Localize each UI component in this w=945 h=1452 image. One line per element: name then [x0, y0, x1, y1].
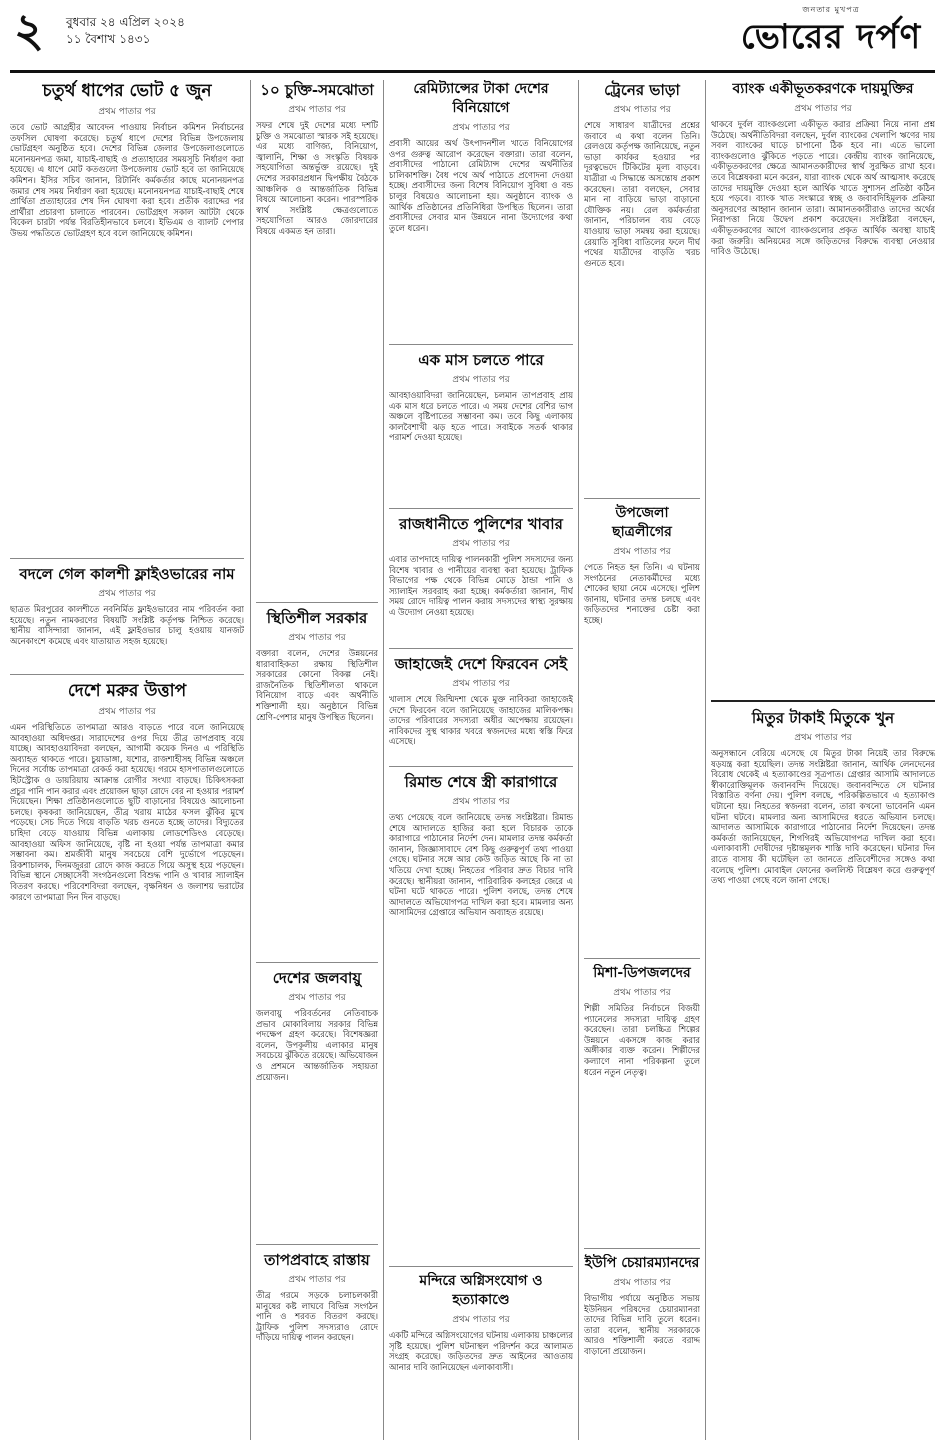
story-headline: ব্যাংক একীভূতকরণকে দায়মুক্তির	[732, 81, 914, 97]
story-body: প্রবাসী আয়ের অর্থ উৎপাদনশীল খাতে বিনিয়োগের ওপর গুরুত্ব আরোপ করেছেন বক্তারা। তারা বলেন, প্রবাসীদের পাঠানো রেমিট্যান্স দেশের অর্থনীতির চালিকাশক্তি। বৈধ পথে অর্থ পাঠাতে প্রণোদনা দেওয়া হচ্ছে। প্রবাসীদের জন্য বিশেষ বিনিয়োগ সুবিধা ও বন্ড চালুর বিষয়েও আলোচনা হয়। অনুষ্ঠানে ব্যাংক ও আর্থিক প্রতিষ্ঠানের প্রতিনিধিরা উপস্থিত ছিলেন। তারা প্রবাসীদের সেবার মান উন্নয়নে নানা উদ্যোগের কথা তুলে ধরেন।	[389, 138, 573, 233]
masthead-rule	[10, 70, 935, 73]
story-kicker: প্রথম পাতার পর	[613, 1278, 671, 1288]
story-return-by-ship	[389, 654, 573, 760]
story-ten-agreements	[256, 80, 378, 596]
story-mitu-murder	[711, 708, 935, 1440]
story-body: বক্তারা বলেন, দেশের উন্নয়নের ধারাবাহিকতা রক্ষায় স্থিতিশীল সরকারের কোনো বিকল্প নেই। রাজনৈতিক স্থিতিশীলতা থাকলে বিনিয়োগ বাড়ে এবং অর্থনীতি শক্তিশালী হয়। অনুষ্ঠানে বিভিন্ন শ্রেণি-পেশার মানুষ উপস্থিত ছিলেন।	[256, 648, 378, 722]
story-kicker: প্রথম পাতার পর	[613, 547, 671, 557]
story-kicker: প্রথম পাতার পর	[288, 993, 346, 1003]
column-rule	[578, 80, 579, 1440]
story-kicker: প্রথম পাতার পর	[613, 988, 671, 998]
section-divider	[584, 498, 700, 499]
story-headline: ট্রেনের ভাড়া	[604, 81, 680, 99]
story-headline: এক মাস চলতে পারে	[418, 351, 544, 369]
story-up-chairmen	[584, 1254, 700, 1440]
story-country-climate	[256, 968, 378, 1238]
story-body: সফর শেষে দুই দেশের মধ্যে দশটি চুক্তি ও সমঝোতা স্মারক সই হয়েছে। এর মধ্যে বাণিজ্য, বিনিয়োগ, জ্বালানি, শিক্ষা ও সংস্কৃতি বিষয়ক সহযোগিতা অন্তর্ভুক্ত রয়েছে। দুই দেশের সরকারপ্রধান দ্বিপক্ষীয় বৈঠকে আঞ্চলিক ও আন্তর্জাতিক বিভিন্ন বিষয়ে আলোচনা করেন। পারস্পরিক স্বার্থ সংশ্লিষ্ট ক্ষেত্রগুলোতে সহযোগিতা আরও জোরদারের বিষয়ে একমত হন তারা।	[256, 120, 378, 236]
story-body: ছাত্রত মিরপুরের কালশীতে নবনির্মিত ফ্লাইওভারের নাম পরিবর্তন করা হয়েছে। নতুন নামকরণের বিষয়টি সংশ্লিষ্ট কর্তৃপক্ষ নিশ্চিত করেছে। স্থানীয় বাসিন্দারা জানান, এই ফ্লাইওভার চালু হওয়ায় যানজট অনেকাংশে কমেছে এবং যাতায়াত সহজ হয়েছে।	[10, 604, 244, 646]
story-body: থাকবে দুর্বল ব্যাংকগুলো একীভূত করার প্রক্রিয়া নিয়ে নানা প্রশ্ন উঠেছে। অর্থনীতিবিদরা বলছেন, দুর্বল ব্যাংকের খেলাপি ঋণের দায় সবল ব্যাংকের ঘাড়ে চাপানো ঠিক হবে না। এতে ভালো ব্যাংকগুলোও ঝুঁকিতে পড়তে পারে। কেন্দ্রীয় ব্যাংক জানিয়েছে, একীভূতকরণের ক্ষেত্রে আমানতকারীদের স্বার্থ সুরক্ষিত রাখা হবে। তবে বিশ্লেষকরা মনে করেন, যারা ব্যাংক থেকে অর্থ আত্মসাৎ করেছে তাদের দায়মুক্তি দেওয়া হলে আর্থিক খাতে সুশাসন প্রতিষ্ঠা কঠিন হয়ে পড়বে। ব্যাংক খাত সংস্কারে স্বচ্ছ ও জবাবদিহিমূলক প্রক্রিয়া অনুসরণের আহ্বান জানান তারা। আমানতকারীরাও তাদের অর্থের নিরাপত্তা নিয়ে উদ্বেগ প্রকাশ করেছেন। সংশ্লিষ্টরা বলছেন, একীভূতকরণের আগে ব্যাংকগুলোর প্রকৃত আর্থিক অবস্থা যাচাই করা জরুরি। অনিয়মের সঙ্গে জড়িতদের বিরুদ্ধে ব্যবস্থা নেওয়ার দাবিও উঠেছে।	[711, 119, 935, 257]
brand-tagline: জনতার মুখপত্র	[802, 5, 860, 14]
story-headline: স্থিতিশীল সরকার	[266, 609, 368, 627]
story-remittance-investment	[389, 80, 573, 380]
story-headline: মন্দিরে অগ্নিসংযোগ ও হত্যাকাণ্ডে	[419, 1273, 543, 1308]
story-kicker: প্রথম পাতার পর	[452, 679, 510, 689]
page-number: ২	[14, 3, 44, 57]
story-headline: মিতুর টাকাই মিতুকে খুন	[751, 709, 895, 727]
story-fourth-phase-vote	[10, 80, 244, 550]
story-body: অনুসন্ধানে বেরিয়ে এসেছে যে মিতুর টাকা নিয়েই তার বিরুদ্ধে ষড়যন্ত্র করা হয়েছিল। তদন্ত সংশ্লিষ্টরা জানান, আর্থিক লেনদেনের বিরোধ থেকেই এ হত্যাকাণ্ডের সূত্রপাত। গ্রেপ্তার আসামি আদালতে স্বীকারোক্তিমূলক জবানবন্দি দিয়েছে। জবানবন্দিতে সে ঘটনার বিস্তারিত বর্ণনা দেয়। পুলিশ বলছে, পরিকল্পিতভাবে এ হত্যাকাণ্ড ঘটানো হয়। নিহতের স্বজনরা বলেন, তারা কখনো ভাবেননি এমন ঘটনা ঘটবে। মামলার অন্য আসামিদের ধরতে অভিযান চলছে। আদালত আসামিকে কারাগারে পাঠানোর নির্দেশ দিয়েছেন। তদন্ত কর্মকর্তা জানিয়েছেন, শিগগিরই অভিযোগপত্র দাখিল করা হবে। এলাকাবাসী দোষীদের দৃষ্টান্তমূলক শাস্তি দাবি করেছেন। ঘটনার দিন রাতে বাসায় কী ঘটেছিল তা জানতে প্রতিবেশীদের সঙ্গেও কথা বলেছে পুলিশ। মোবাইল ফোনের কললিস্ট বিশ্লেষণ করে গুরুত্বপূর্ণ তথ্য পাওয়া গেছে বলে জানা গেছে।	[711, 748, 935, 886]
section-divider	[256, 1244, 378, 1245]
brand-name: ভোরের দর্পণ	[740, 17, 922, 57]
story-kalshi-flyover	[10, 564, 244, 668]
story-bank-merger-indemnity	[711, 80, 935, 692]
section-divider	[389, 344, 573, 345]
story-headline: তাপপ্রবাহে রাস্তায়	[264, 1251, 370, 1269]
section-divider	[584, 1248, 700, 1249]
story-kicker: প্রথম পাতার পর	[794, 733, 852, 743]
story-kicker: প্রথম পাতার পর	[98, 707, 156, 717]
issue-date	[66, 14, 185, 48]
story-kicker: প্রথম পাতার পর	[452, 123, 510, 133]
story-body: তীব্র গরমে সড়কে চলাচলকারী মানুষের কষ্ট লাঘবে বিভিন্ন সংগঠন পানি ও শরবত বিতরণ করছে। ট্রাফিক পুলিশ সদস্যরাও রোদে দাঁড়িয়ে দায়িত্ব পালন করছেন।	[256, 1290, 378, 1343]
column-rule	[383, 80, 384, 1440]
story-body: তবে ভোট আগ্রহীর আবেদন পাওয়ায় নির্বাচন কমিশন নির্বাচনের তফসিল ঘোষণা করেছে। চতুর্থ ধাপে দেশের বিভিন্ন উপজেলায় ভোটগ্রহণ অনুষ্ঠিত হবে। দেশের বিভিন্ন জেলার উপজেলাগুলোতে মনোনয়নপত্র জমা, যাচাই-বাছাই ও প্রত্যাহারের সময়সূচি নির্ধারণ করা হয়েছে। এ ধাপে মোট কতগুলো উপজেলায় ভোট হবে তা জানিয়েছে কমিশন। ইসির সচিব জানান, রিটার্নিং কর্মকর্তার কাছে মনোনয়নপত্র জমার শেষ সময় নির্ধারণ করা হয়েছে। মনোনয়নপত্র যাচাই-বাছাই শেষে প্রার্থিতা প্রত্যাহারের শেষ দিন ঘোষণা করা হবে। প্রতীক বরাদ্দের পর প্রার্থীরা প্রচারণা চালাতে পারবেন। ভোটগ্রহণ সকাল আটটা থেকে বিকেল চারটা পর্যন্ত বিরতিহীনভাবে চলবে। ইভিএম ও ব্যালট পেপার উভয় পদ্ধতিতে ভোটগ্রহণ হবে বলে জানিয়েছে কমিশন।	[10, 122, 244, 238]
section-divider	[389, 766, 573, 767]
section-divider	[10, 674, 244, 675]
story-body: শিল্পী সমিতির নির্বাচনে বিজয়ী প্যানেলের সদস্যরা দায়িত্ব গ্রহণ করেছেন। তারা চলচ্চিত্র শিল্পের উন্নয়নে একসঙ্গে কাজ করার অঙ্গীকার ব্যক্ত করেন। শিল্পীদের কল্যাণে নানা পরিকল্পনা তুলে ধরেন নতুন নেতৃত্ব।	[584, 1003, 700, 1077]
section-divider	[711, 700, 935, 702]
section-divider	[10, 558, 244, 559]
story-body: তথ্য পেয়েছে বলে জানিয়েছে তদন্ত সংশ্লিষ্টরা। রিমান্ড শেষে আদালতে হাজির করা হলে বিচারক তাকে কারাগারে পাঠানোর নির্দেশ দেন। মামলার তদন্ত কর্মকর্তা জানান, জিজ্ঞাসাবাদে বেশ কিছু গুরুত্বপূর্ণ তথ্য পাওয়া গেছে। ঘটনার সঙ্গে আর কেউ জড়িত আছে কি না তা খতিয়ে দেখা হচ্ছে। নিহতের পরিবার দ্রুত বিচার দাবি করেছে। স্থানীয়রা জানান, পারিবারিক কলহের জেরে এ ঘটনা ঘটে থাকতে পারে। পুলিশ বলছে, তদন্ত শেষে আদালতে অভিযোগপত্র দাখিল করা হবে। মামলার অন্য আসামিদের গ্রেপ্তারে অভিযান অব্যাহত রয়েছে।	[389, 812, 573, 918]
section-divider	[389, 1266, 573, 1267]
story-body: একটি মন্দিরে অগ্নিসংযোগের ঘটনায় এলাকায় চাঞ্চল্যের সৃষ্টি হয়েছে। পুলিশ ঘটনাস্থল পরিদর্শন করে আলামত সংগ্রহ করেছে। জড়িতদের দ্রুত আইনের আওতায় আনার দাবি জানিয়েছেন এলাকাবাসী।	[389, 1330, 573, 1372]
newspaper-logo	[731, 4, 931, 57]
story-headline: দেশে মরুর উত্তাপ	[67, 681, 187, 701]
story-kicker: প্রথম পাতার পর	[288, 105, 346, 115]
section-divider	[389, 648, 573, 649]
story-kicker: প্রথম পাতার পর	[452, 797, 510, 807]
story-remand-wife-jail	[389, 772, 573, 1260]
story-headline: রিমান্ড শেষে স্ত্রী কারাগারে	[404, 773, 558, 791]
story-body: পেতে নিহত হন তিনি। এ ঘটনায় সংগঠনের নেতাকর্মীদের মধ্যে শোকের ছায়া নেমে এসেছে। পুলিশ জানায়, ঘটনার তদন্ত চলছে এবং জড়িতদের শনাক্তের চেষ্টা করা হচ্ছে।	[584, 562, 700, 625]
story-one-month	[389, 350, 573, 502]
story-body: বিভাগীয় পর্যায়ে অনুষ্ঠিত সভায় ইউনিয়ন পরিষদের চেয়ারম্যানরা তাদের বিভিন্ন দাবি তুলে ধরেন। তারা বলেন, স্থানীয় সরকারকে আরও শক্তিশালী করতে বরাদ্দ বাড়ানো প্রয়োজন।	[584, 1293, 700, 1356]
story-kicker: প্রথম পাতার পর	[98, 589, 156, 599]
story-kicker: প্রথম পাতার পর	[288, 1275, 346, 1285]
story-kicker: প্রথম পাতার পর	[794, 104, 852, 114]
section-divider	[389, 508, 573, 509]
date-line-bangla: ১১ বৈশাখ ১৪৩১	[66, 32, 151, 46]
section-divider	[256, 962, 378, 963]
story-train-fare	[584, 80, 700, 492]
date-line-english: বুধবার ২৪ এপ্রিল ২০২৪	[66, 15, 185, 29]
story-body: জলবায়ু পরিবর্তনের নেতিবাচক প্রভাব মোকাবিলায় সরকার বিভিন্ন পদক্ষেপ গ্রহণ করেছে। বিশেষজ্ঞরা বলেন, উপকূলীয় এলাকার মানুষ সবচেয়ে ঝুঁকিতে রয়েছে। অভিযোজন ও প্রশমনে আন্তর্জাতিক সহায়তা প্রয়োজন।	[256, 1008, 378, 1082]
story-kicker: প্রথম পাতার পর	[452, 539, 510, 549]
story-kicker: প্রথম পাতার পর	[288, 633, 346, 643]
masthead	[0, 0, 945, 74]
story-headline: ইউপি চেয়ারম্যানদের	[584, 1255, 700, 1271]
story-body: খালাস শেষে জিম্মিদশা থেকে মুক্ত নাবিকরা জাহাজেই দেশে ফিরবেন বলে জানিয়েছে জাহাজের মালিকপক্ষ। তাদের পরিবারের সদস্যরা অধীর অপেক্ষায় রয়েছেন। নাবিকদের সুস্থ থাকার খবরে স্বজনদের মধ্যে স্বস্তি ফিরে এসেছে।	[389, 694, 573, 747]
story-kicker: প্রথম পাতার পর	[452, 1315, 510, 1325]
story-upazila-chhatra-league	[584, 504, 700, 952]
story-headline: দেশের জলবায়ু	[272, 969, 362, 987]
story-headline: বদলে গেল কালশী ফ্লাইওভারের নাম	[19, 565, 235, 583]
story-body: শেষে সাধারণ যাত্রীদের প্রশ্নের জবাবে এ কথা বলেন তিনি। রেলওয়ে কর্তৃপক্ষ জানিয়েছে, নতুন ভাড়া কার্যকর হওয়ার পর দূরত্বভেদে টিকিটের মূল্য বাড়বে। যাত্রীরা এ সিদ্ধান্তে অসন্তোষ প্রকাশ করেছেন। তারা বলছেন, সেবার মান না বাড়িয়ে ভাড়া বাড়ানো যৌক্তিক নয়। রেল কর্মকর্তারা জানান, পরিচালন ব্যয় বেড়ে যাওয়ায় ভাড়া সমন্বয় করা হয়েছে। রেয়াতি সুবিধা বাতিলের ফলে দীর্ঘ পথের যাত্রীদের বাড়তি খরচ গুনতে হবে।	[584, 120, 700, 268]
column-rule	[250, 80, 251, 1440]
story-police-food	[389, 514, 573, 642]
story-temple-arson	[389, 1272, 573, 1440]
section-divider	[584, 958, 700, 959]
story-stable-government	[256, 608, 378, 956]
story-desert-heat	[10, 680, 244, 1440]
story-headline: জাহাজেই দেশে ফিরবেন সেই	[394, 655, 568, 673]
story-headline: মিশা-ডিপজলদের	[593, 965, 691, 981]
story-body: এমন পরিস্থিতিতে তাপমাত্রা আরও বাড়তে পারে বলে জানিয়েছে আবহাওয়া অধিদপ্তর। সারাদেশের ওপর দিয়ে তীব্র তাপপ্রবাহ বয়ে যাচ্ছে। আবহাওয়াবিদরা বলছেন, আগামী কয়েক দিনও এ পরিস্থিতি অব্যাহত থাকতে পারে। চুয়াডাঙ্গা, যশোর, রাজশাহীসহ বিভিন্ন অঞ্চলে দিনের সর্বোচ্চ তাপমাত্রা রেকর্ড করা হয়েছে। গরমে হাসপাতালগুলোতে হিটস্ট্রোক ও ডায়রিয়ায় আক্রান্ত রোগীর সংখ্যা বাড়ছে। চিকিৎসকরা প্রচুর পানি পান করার এবং প্রয়োজন ছাড়া রোদে বের না হওয়ার পরামর্শ দিয়েছেন। শিক্ষা প্রতিষ্ঠানগুলোতে ছুটি বাড়ানোর বিষয়েও আলোচনা চলছে। কৃষকরা জানিয়েছেন, তীব্র খরায় মাঠের ফসল ঝুঁকির মুখে পড়েছে। সেচ দিতে গিয়ে বাড়তি খরচ গুনতে হচ্ছে তাদের। বিদ্যুতের চাহিদা বেড়ে যাওয়ায় বিভিন্ন এলাকায় লোডশেডিংও বেড়েছে। আবহাওয়া অফিস জানিয়েছে, বৃষ্টি না হওয়া পর্যন্ত তাপমাত্রা কমার সম্ভাবনা কম। শ্রমজীবী মানুষ সবচেয়ে বেশি দুর্ভোগে পড়েছেন। রিকশাচালক, দিনমজুররা রোদে কাজ করতে গিয়ে অসুস্থ হয়ে পড়ছেন। বিভিন্ন স্থানে সেচ্ছাসেবী সংগঠনগুলো বিশুদ্ধ পানি ও খাবার স্যালাইন বিতরণ করছে। পরিবেশবিদরা বলছেন, বৃক্ষনিধন ও জলাশয় ভরাটের কারণে তাপমাত্রা দিন দিন বাড়ছে।	[10, 722, 244, 902]
column-rule	[705, 80, 706, 1440]
story-heatwave-streets	[256, 1250, 378, 1440]
story-headline: ১০ চুক্তি-সমঝোতা	[260, 81, 374, 99]
story-headline: রেমিট্যান্সের টাকা দেশের বিনিয়োগে	[413, 81, 549, 116]
story-headline: চতুর্থ ধাপের ভোট ৫ জুন	[42, 81, 212, 101]
story-misha-dipjol	[584, 964, 700, 1242]
story-body: আবহাওয়াবিদরা জানিয়েছেন, চলমান তাপপ্রবাহ প্রায় এক মাস ধরে চলতে পারে। এ সময় দেশের বেশির ভাগ অঞ্চলে বৃষ্টিপাতের সম্ভাবনা কম। তবে কিছু এলাকায় কালবৈশাখী ঝড় হতে পারে। সবাইকে সতর্ক থাকার পরামর্শ দেওয়া হয়েছে।	[389, 390, 573, 443]
story-kicker: প্রথম পাতার পর	[452, 375, 510, 385]
story-kicker: প্রথম পাতার পর	[613, 105, 671, 115]
story-headline: রাজধানীতে পুলিশের খাবার	[399, 515, 563, 533]
story-headline: উপজেলা ছাত্রলীগের	[612, 505, 672, 540]
section-divider	[256, 602, 378, 603]
story-kicker: প্রথম পাতার পর	[98, 107, 156, 117]
story-body: এবার তাপদাহে দায়িত্ব পালনকারী পুলিশ সদস্যদের জন্য বিশেষ খাবার ও পানীয়ের ব্যবস্থা করা হয়েছে। ট্রাফিক বিভাগের পক্ষ থেকে বিভিন্ন মোড়ে ঠান্ডা পানি ও স্যালাইন সরবরাহ করা হচ্ছে। কর্মকর্তারা জানান, দীর্ঘ সময় রোদে দায়িত্ব পালন করায় সদস্যদের স্বাস্থ্য সুরক্ষায় এ উদ্যোগ নেওয়া হয়েছে।	[389, 554, 573, 617]
